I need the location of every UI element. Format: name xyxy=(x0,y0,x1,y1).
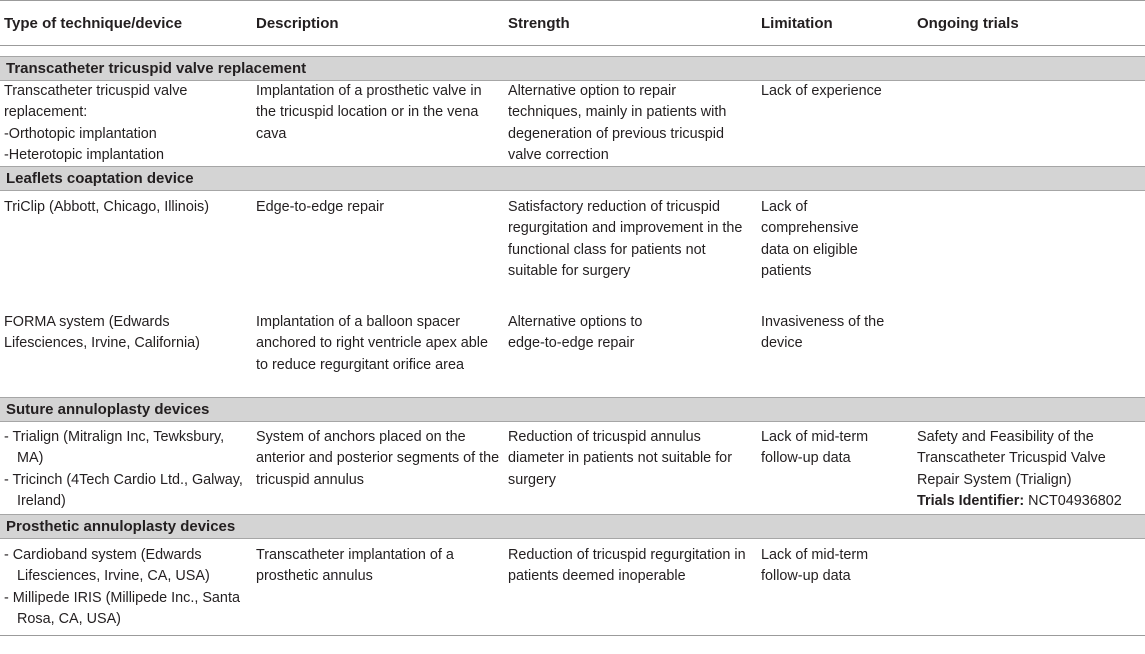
cell-trials xyxy=(913,539,1145,636)
cell-description: System of anchors placed on the anterior and posterior segments of the tricuspid annulus xyxy=(256,429,500,488)
header-ongoing-trials: Ongoing trials xyxy=(913,1,1145,46)
trial-identifier-label: Trials Identifier: xyxy=(917,493,1025,510)
table-row xyxy=(0,422,1145,515)
cell-type xyxy=(0,422,252,515)
header-strength: Strength xyxy=(504,1,757,46)
limitation-text: Lack of mid-term follow-up data xyxy=(761,547,869,585)
cell-description: Transcatheter implantation of a prosthetic annulus xyxy=(252,539,504,636)
device-list-item: - Trialign (Mitralign Inc, Tewksbury, MA) xyxy=(4,429,225,467)
cell-strength: Satisfactory reduction of tricuspid regurgitation and improvement in the functional class for patients not suitable for surgery xyxy=(508,199,743,280)
header-limitation: Limitation xyxy=(757,1,913,46)
section-title: Leaflets coaptation device xyxy=(0,167,1145,191)
cell-type: TriClip (Abbott, Chicago, Illinois) xyxy=(4,199,210,216)
strength-text: Alternative options to edge-to-edge repair xyxy=(508,314,643,352)
cell-trials xyxy=(913,191,1145,309)
cell-trials xyxy=(913,308,1145,398)
header-description: Description xyxy=(252,1,504,46)
type-line: -Heterotopic implantation xyxy=(4,146,164,163)
table-row xyxy=(0,539,1145,636)
device-list-item: - Tricinch (4Tech Cardio Ltd., Galway, Ireland) xyxy=(4,471,243,510)
section-header xyxy=(0,167,1145,191)
device-list-item: - Cardioband system (Edwards Lifesciences, Irvine, CA, USA) xyxy=(4,547,210,585)
trial-title: Safety and Feasibility of the Transcatheter Tricuspid Valve Repair System (Trialign) xyxy=(917,429,1106,488)
cell-type xyxy=(0,81,252,167)
cell-limitation: Lack of mid-term follow-up data xyxy=(761,429,869,467)
table-row xyxy=(0,81,1145,167)
header-type: Type of technique/device xyxy=(0,1,252,46)
cell-description: Implantation of a balloon spacer anchored to right ventricle apex able to reduce regurgitant orifice area xyxy=(256,314,488,373)
section-title: Prosthetic annuloplasty devices xyxy=(0,515,1145,539)
cell-strength xyxy=(504,308,757,398)
device-list-item: - Millipede IRIS (Millipede Inc., Santa Rosa, CA, USA) xyxy=(4,589,240,628)
cell-description: Edge-to-edge repair xyxy=(256,199,384,216)
limitation-text: Lack of comprehensive data on eligible patients xyxy=(761,199,859,280)
cell-trials xyxy=(913,422,1145,515)
cell-limitation: Lack of experience xyxy=(761,83,882,99)
section-title: Suture annuloplasty devices xyxy=(0,398,1145,422)
cell-limitation xyxy=(757,191,913,309)
cell-strength: Reduction of tricuspid regurgitation in patients deemed inoperable xyxy=(504,539,757,636)
cell-type: FORMA system (Edwards Lifesciences, Irvine, California) xyxy=(4,314,200,352)
table-row xyxy=(0,191,1145,309)
trial-identifier: NCT04936802 xyxy=(1028,493,1122,510)
cell-limitation xyxy=(757,539,913,636)
cell-strength: Alternative option to repair techniques, mainly in patients with degeneration of previous tricuspid valve correction xyxy=(508,83,727,163)
cell-strength: Reduction of tricuspid annulus diameter in patients not suitable for surgery xyxy=(508,429,732,488)
section-title: Transcatheter tricuspid valve replacement xyxy=(0,57,1145,81)
cell-type xyxy=(0,539,252,636)
section-header xyxy=(0,57,1145,81)
table-row xyxy=(0,308,1145,398)
cell-trials xyxy=(913,81,1145,167)
cell-limitation: Invasiveness of the device xyxy=(761,314,885,352)
type-line: -Orthotopic implantation xyxy=(4,125,157,142)
section-header xyxy=(0,515,1145,539)
cell-description: Implantation of a prosthetic valve in the tricuspid location or in the vena cava xyxy=(256,83,482,142)
type-line: Transcatheter tricuspid valve replacement: xyxy=(4,83,188,121)
section-header xyxy=(0,398,1145,422)
header-row xyxy=(0,1,1145,46)
